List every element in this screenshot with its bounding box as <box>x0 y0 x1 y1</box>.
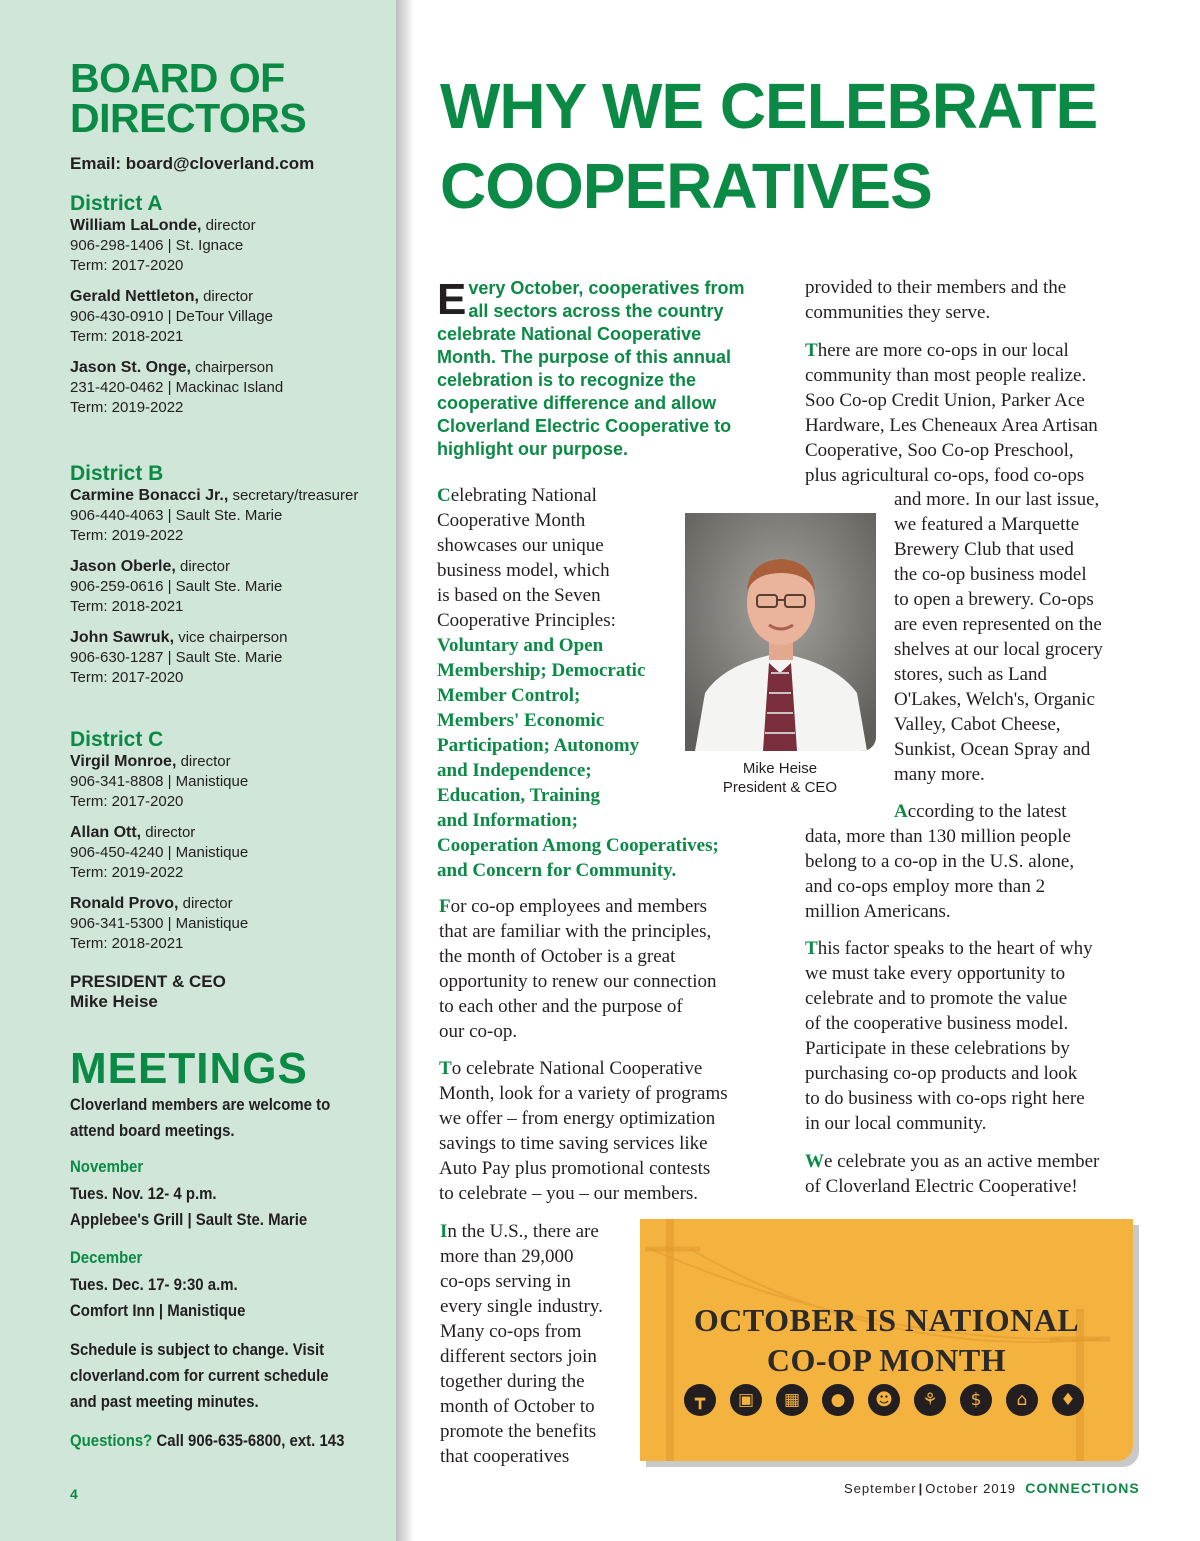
president-block <box>70 972 226 1012</box>
paragraph-line: and co-ops employ more than 2 <box>805 876 1046 897</box>
november-time: Tues. Nov. 12- 4 p.m. <box>70 1184 217 1203</box>
district-title: District B <box>70 462 164 485</box>
paragraph-line: we offer – from energy optimization <box>439 1108 716 1129</box>
paragraph-local-coops-narrow <box>894 487 1103 787</box>
paragraph-line: we must take every opportunity to <box>805 963 1066 984</box>
president-name: Mike Heise <box>70 992 158 1011</box>
coffee-beans-icon: ● <box>822 1384 854 1416</box>
paragraph-line: Participation; Autonomy <box>437 735 640 756</box>
director-term: Term: 2019-2022 <box>70 527 184 544</box>
director-term: Term: 2017-2020 <box>70 669 184 686</box>
december-time: Tues. Dec. 17- 9:30 a.m. <box>70 1275 238 1294</box>
paragraph-line: savings to time saving services like <box>439 1133 708 1154</box>
director-entry <box>70 823 248 883</box>
director-entry <box>70 557 358 617</box>
director-term: Term: 2018-2021 <box>70 935 184 952</box>
page-footer <box>844 1480 1140 1496</box>
director-entry <box>70 628 358 688</box>
dropcap-letter: T <box>805 938 818 959</box>
director-role: director <box>182 895 233 912</box>
paragraph-employees <box>439 894 717 1044</box>
paragraph-heart <box>805 936 1093 1136</box>
paragraph-line: are even represented on the <box>894 614 1102 635</box>
director-term: Term: 2017-2020 <box>70 793 184 810</box>
paragraph-line: to open a brewery. Co-ops <box>894 589 1094 610</box>
paragraph-text: e celebrate you as an active member <box>824 1151 1100 1172</box>
director-name: Jason Oberle, <box>70 558 176 575</box>
article-title-line2: COOPERATIVES <box>440 150 932 222</box>
paragraph-line: of the cooperative business model. <box>805 1013 1069 1034</box>
paragraph-line: more than 29,000 <box>440 1246 574 1267</box>
paragraph-line <box>439 894 717 919</box>
dropcap-a: A <box>894 801 908 822</box>
paragraph-line: Auto Pay plus promotional contests <box>439 1158 711 1179</box>
photo-caption <box>690 759 870 797</box>
paragraph-text: here are more co-ops in our local <box>817 340 1069 361</box>
director-contact: 906-630-1287 | Sault Ste. Marie <box>70 649 283 666</box>
paragraph-line: that cooperatives <box>440 1446 570 1467</box>
banner-line2: CO-OP MONTH <box>766 1342 1007 1378</box>
paragraph-line: Sunkist, Ocean Spray and <box>894 739 1091 760</box>
questions-label: Questions? <box>70 1431 153 1450</box>
director-name: Jason St. Onge, <box>70 359 191 376</box>
paragraph-text: elebrating National <box>450 485 597 506</box>
paragraph-text: his factor speaks to the heart of why <box>817 938 1093 959</box>
director-term: Term: 2019-2022 <box>70 399 184 416</box>
meetings-intro-line: Cloverland members are welcome to <box>70 1095 331 1114</box>
footer-year: 2019 <box>983 1481 1017 1496</box>
november-place: Applebee's Grill | Sault Ste. Marie <box>70 1210 308 1229</box>
district-block <box>70 462 358 688</box>
paragraph-closing <box>805 1149 1099 1199</box>
principles-list <box>437 633 719 883</box>
meetings-title: MEETINGS <box>70 1044 308 1093</box>
director-name: John Sawruk, <box>70 629 175 646</box>
power-pole-icon: ┳ <box>684 1384 716 1416</box>
paragraph-line: to do business with co-ops right here <box>805 1088 1085 1109</box>
director-entry <box>70 287 283 347</box>
sidebar-shadow <box>396 0 414 1541</box>
paragraph-line: every single industry. <box>440 1296 603 1317</box>
paragraph-line: purchasing co-op products and look <box>805 1063 1078 1084</box>
article-title-line1: WHY WE CELEBRATE <box>440 70 1098 142</box>
director-contact: 906-440-4063 | Sault Ste. Marie <box>70 507 283 524</box>
paragraph-us-coops <box>440 1219 603 1469</box>
board-email[interactable]: Email: board@cloverland.com <box>70 154 315 173</box>
director-term: Term: 2018-2021 <box>70 598 184 615</box>
paragraph-local-coops <box>805 338 1098 488</box>
dropcap-letter: W <box>805 1151 824 1172</box>
schedule-note <box>70 1337 329 1415</box>
director-role: director <box>205 217 256 234</box>
paragraph-line: that are familiar with the principles, <box>439 921 712 942</box>
paragraph-line: and Independence; <box>437 760 592 781</box>
paragraph-line: Participate in these celebrations by <box>805 1038 1070 1059</box>
director-name: Virgil Monroe, <box>70 753 177 770</box>
director-role: director <box>180 558 231 575</box>
footer-month2: October <box>925 1481 979 1496</box>
director-term: Term: 2018-2021 <box>70 328 184 345</box>
paragraph-line: co-ops serving in <box>440 1271 571 1292</box>
coop-month-banner <box>640 1219 1133 1461</box>
article-intro <box>437 277 761 461</box>
director-contact: 906-450-4240 | Manistique <box>70 844 249 861</box>
director-role: director <box>145 824 196 841</box>
paragraph-line <box>805 338 1098 363</box>
board-title <box>70 55 307 141</box>
district-block <box>70 192 283 418</box>
director-contact: 906-341-5300 | Manistique <box>70 915 249 932</box>
director-contact: 906-341-8808 | Manistique <box>70 773 249 790</box>
article-title <box>440 66 1097 226</box>
november-label: November <box>70 1157 144 1176</box>
banner-line1: OCTOBER IS NATIONAL <box>693 1302 1080 1338</box>
director-role: secretary/treasurer <box>232 487 359 504</box>
director-name: Allan Ott, <box>70 824 142 841</box>
paragraph-line: our co-op. <box>439 1021 518 1042</box>
paragraph-line: promote the benefits <box>440 1421 597 1442</box>
paragraph-line: different sectors join <box>440 1346 597 1367</box>
paragraph-line: showcases our unique <box>437 535 604 556</box>
paragraph-line: opportunity to renew our connection <box>439 971 717 992</box>
paragraph-line: million Americans. <box>805 901 951 922</box>
meetings-intro <box>70 1092 330 1144</box>
intro-text: very October, cooperatives from all sectors across the country celebrate National Cooperative Month. The purpose of this annual celebration is to recognize the cooperative difference and allow Cloverland Electric Cooperative to highlight our purpose. <box>437 278 745 459</box>
paragraph-line: in our local community. <box>805 1113 987 1134</box>
board-title-line2: DIRECTORS <box>70 95 307 141</box>
footer-magazine: CONNECTIONS <box>1025 1480 1140 1496</box>
paragraph-line: we featured a Marquette <box>894 514 1080 535</box>
dropcap-letter: T <box>439 1058 452 1079</box>
paragraph-text: o celebrate National Cooperative <box>451 1058 703 1079</box>
paragraph-line <box>805 1149 1099 1174</box>
paragraph-line: celebrate and to promote the value <box>805 988 1068 1009</box>
intro-dropcap: E <box>437 275 467 324</box>
schedule-line: and past meeting minutes. <box>70 1392 259 1411</box>
paragraph-line: Valley, Cabot Cheese, <box>894 714 1061 735</box>
paragraph-line: provided to their members and the <box>805 277 1067 298</box>
district-title: District A <box>70 192 163 215</box>
paragraph-line: Cooperation Among Cooperatives; <box>437 835 719 856</box>
director-term: Term: 2017-2020 <box>70 257 184 274</box>
director-role: director <box>203 288 254 305</box>
paragraph-line: O'Lakes, Welch's, Organic <box>894 689 1095 710</box>
november-meeting <box>70 1181 307 1233</box>
director-contact: 231-420-0462 | Mackinac Island <box>70 379 284 396</box>
dropcap-letter: T <box>805 340 818 361</box>
paragraph-line <box>439 1056 728 1081</box>
paragraph-line: plus agricultural co-ops, food co-ops <box>805 465 1085 486</box>
person-icon: ☻ <box>868 1384 900 1416</box>
paragraph-line: ccording to the latest <box>907 801 1067 822</box>
money-bag-icon: $ <box>960 1384 992 1416</box>
director-entry <box>70 358 283 418</box>
caption-title: President & CEO <box>722 779 838 796</box>
paragraph-line: belong to a co-op in the U.S. alone, <box>805 851 1075 872</box>
president-label: PRESIDENT & CEO <box>70 972 226 991</box>
paragraph-line: Voluntary and Open <box>437 635 604 656</box>
director-entry <box>70 486 358 546</box>
director-entry <box>70 216 283 276</box>
director-contact: 906-430-0910 | DeTour Village <box>70 308 273 325</box>
questions-line <box>70 1428 344 1454</box>
paragraph-line: Member Control; <box>437 685 581 706</box>
director-term: Term: 2019-2022 <box>70 864 184 881</box>
director-name: Gerald Nettleton, <box>70 288 199 305</box>
schedule-line: cloverland.com for current schedule <box>70 1366 329 1385</box>
dropcap-letter: F <box>439 896 451 917</box>
meetings-intro-line: attend board meetings. <box>70 1121 235 1140</box>
paragraph-line <box>437 483 719 508</box>
paragraph-line: is based on the Seven <box>437 585 601 606</box>
december-label: December <box>70 1248 143 1267</box>
paragraph-line: together during the <box>440 1371 585 1392</box>
december-meeting <box>70 1272 245 1324</box>
schedule-line: Schedule is subject to change. Visit <box>70 1340 325 1359</box>
dropcap-letter: I <box>440 1221 448 1242</box>
paragraph-line: Membership; Democratic <box>437 660 646 681</box>
director-role: chairperson <box>195 359 274 376</box>
paragraph-data <box>805 824 1074 924</box>
paragraph-line: to celebrate – you – our members. <box>439 1183 699 1204</box>
paragraph-continued <box>805 275 1066 325</box>
paragraph-line: business model, which <box>437 560 610 581</box>
wheat-icon: ⚘ <box>914 1384 946 1416</box>
paragraph-line: many more. <box>894 764 985 785</box>
director-role: vice chairperson <box>178 629 288 646</box>
dropcap-letter: C <box>437 485 451 506</box>
paragraph-line: shelves at our local grocery <box>894 639 1103 660</box>
paragraph-line: Soo Co-op Credit Union, Parker Ace <box>805 390 1085 411</box>
blocks-icon: ▦ <box>776 1384 808 1416</box>
board-title-line1: BOARD OF <box>70 55 285 101</box>
paragraph-line: communities they serve. <box>805 302 991 323</box>
paragraph-data-first <box>894 799 1067 824</box>
district-block <box>70 728 248 954</box>
paragraph-text: n the U.S., there are <box>447 1221 599 1242</box>
director-name: Carmine Bonacci Jr., <box>70 487 229 504</box>
paragraph-line: Members' Economic <box>437 710 605 731</box>
paragraph-line: Cooperative Principles: <box>437 610 616 631</box>
paragraph-line <box>805 936 1093 961</box>
paragraph-line: month of October to <box>440 1396 595 1417</box>
briefcase-icon: ▣ <box>730 1384 762 1416</box>
paragraph-line <box>440 1219 603 1244</box>
questions-phone[interactable]: Call 906-635-6800, ext. 143 <box>156 1431 345 1450</box>
paragraph-line: the co-op business model <box>894 564 1087 585</box>
footer-month1: September <box>844 1481 917 1496</box>
director-name: Ronald Provo, <box>70 895 179 912</box>
paragraph-line: Education, Training <box>437 785 600 806</box>
director-entry <box>70 894 248 954</box>
director-contact: 906-259-0616 | Sault Ste. Marie <box>70 578 283 595</box>
footer-divider: | <box>918 1481 924 1496</box>
house-icon: ⌂ <box>1006 1384 1038 1416</box>
banner-icons <box>684 1384 1084 1416</box>
district-title: District C <box>70 728 164 751</box>
director-role: director <box>180 753 231 770</box>
paragraph-line: and Concern for Community. <box>437 860 677 881</box>
paragraph-text: or co-op employees and members <box>450 896 708 917</box>
director-contact: 906-298-1406 | St. Ignace <box>70 237 244 254</box>
paragraph-line: Many co-ops from <box>440 1321 582 1342</box>
paragraph-line: Month, look for a variety of programs <box>439 1083 728 1104</box>
paragraph-line: Hardware, Les Cheneaux Area Artisan <box>805 415 1098 436</box>
paragraph-line: community than most people realize. <box>805 365 1087 386</box>
paragraph-line: stores, such as Land <box>894 664 1048 685</box>
ceo-photo <box>685 513 876 751</box>
director-entry <box>70 752 248 812</box>
paragraph-line: and Information; <box>437 810 578 831</box>
paragraph-line: of Cloverland Electric Cooperative! <box>805 1176 1078 1197</box>
paragraph-celebrate <box>439 1056 728 1206</box>
paragraph-line: Brewery Club that used <box>894 539 1074 560</box>
december-place: Comfort Inn | Manistique <box>70 1301 246 1320</box>
director-name: William LaLonde, <box>70 217 202 234</box>
paragraph-line: to each other and the purpose of <box>439 996 683 1017</box>
shirt-icon: ♦ <box>1052 1384 1084 1416</box>
paragraph-line: Cooperative Month <box>437 510 586 531</box>
paragraph-principles-intro <box>437 483 719 883</box>
paragraph-line: Cooperative, Soo Co-op Preschool, <box>805 440 1074 461</box>
paragraph-line: the month of October is a great <box>439 946 676 967</box>
caption-name: Mike Heise <box>742 760 818 777</box>
paragraph-line: and more. In our last issue, <box>894 489 1100 510</box>
page-number: 4 <box>70 1486 78 1502</box>
paragraph-line: data, more than 130 million people <box>805 826 1071 847</box>
